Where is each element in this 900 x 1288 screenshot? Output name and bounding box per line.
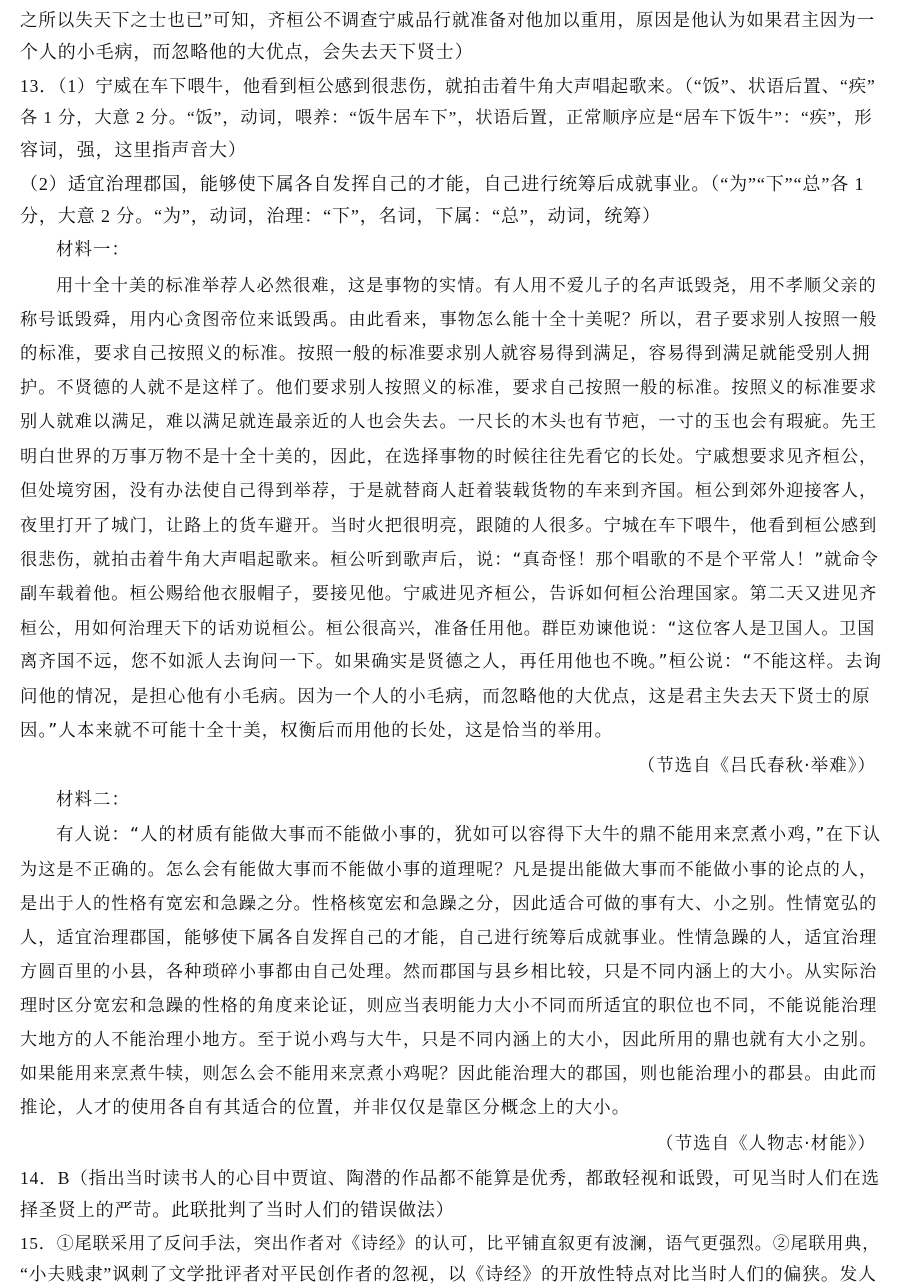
material-one-line-7: 但处境穷困，没有办法使自己得到举荐，于是就替商人赶着装载货物的车来到齐国。桓公到郊外迎接客人， [20,481,878,501]
material-one-source: （节选自《吕氏春秋·举难》） [637,756,876,776]
material-one-heading: 材料一： [56,240,130,260]
material-two-line-7: 大地方的人不能治理小地方。至于说小鸡与大牛，只是不同内涵上的大小，因此所用的鼎也就有大小之别。 [20,1030,878,1050]
answer-13-1-line-1: 13．（1）宁威在车下喂牛，他看到桓公感到很悲伤，就拍击着牛角大声唱起歌来。（“饭”、状语后置、“疾” [20,76,876,96]
material-two-line-1: 有人说：“人的材质有能做大事而不能做小事的，犹如可以容得下大牛的鼎不能用来烹煮小鸡，”在下认 [56,825,882,845]
answer-line-1: 之所以失天下之士也已”可知，齐桓公不调查宁戚品行就准备对他加以重用，原因是他认为如果君主因为一 [20,10,876,30]
material-one-line-10: 副车载着他。桓公赐给他衣服帽子，要接见他。宁戚进见齐桓公，告诉如何桓公治理国家。第二天又进见齐 [20,584,878,604]
answer-13-1-line-3: 容词，强，这里指声音大） [20,140,247,160]
material-one-line-5: 别人就难以满足，难以满足就连最亲近的人也会失去。一尺长的木头也有节疤，一寸的玉也会有瑕疵。先王 [20,412,878,432]
answer-13-2-line-1: （2）适宜治理郡国，能够使下属各自发挥自己的才能，自己进行统筹后成就事业。（“为”“下”“总”各 1 [20,174,865,194]
material-one-line-6: 明白世界的万事万物不是十全十美的，因此，在选择事物的时候往往先看它的长处。宁戚想要求见齐桓公， [20,447,878,467]
answer-15-line-2: “小夫贱隶”讽刺了文学批评者对平民创作者的忽视，以《诗经》的开放性特点对比当时人们的偏狭。发人 [20,1264,877,1284]
material-two-source: （节选自《人物志·材能》） [656,1134,876,1154]
material-one-line-14: 因。”人本来就不可能十全十美，权衡后而用他的长处，这是恰当的举用。 [20,721,614,741]
material-one-line-11: 桓公，用如何治理天下的话劝说桓公。桓公很高兴，准备任用他。群臣劝谏他说：“这位客人是卫国人。卫国 [20,618,876,638]
answer-14-line-1: 14．B（指出当时读书人的心目中贾谊、陶潜的作品都不能算是优秀，都敢轻视和诋毁，可见当时人们在选 [20,1168,880,1188]
material-one-line-1: 用十全十美的标准举荐人必然很难，这是事物的实情。有人用不爱儿子的名声诋毁尧，用不孝顺父亲的 [56,276,877,296]
answer-15-line-1: 15．①尾联采用了反问手法，突出作者对《诗经》的认可，比平铺直叙更有波澜，语气更强烈。②尾联用典， [20,1234,881,1253]
answer-13-1-line-2: 各 1 分，大意 2 分。“饭”，动词，喂养：“饭牛居车下”，状语后置，正常顺序应是“居车下饭牛”：“疾”，形 [20,108,873,127]
answer-14-line-2: 择圣贤上的严苛。此联批判了当时人们的错误做法） [20,1200,455,1220]
material-two-line-2: 为这是不正确的。怎么会有能做大事而不能做小事的道理呢？凡是提出能做大事而不能做小事的论点的人， [20,860,878,880]
material-one-line-3: 的标准，要求自己按照义的标准。按照一般的标准要求别人就容易得到满足，容易得到满足就能受别人拥 [20,344,871,364]
answer-line-2: 个人的小毛病，而忽略他的大优点，会失去天下贤士） [20,42,474,62]
material-one-line-2: 称号诋毁舜，用内心贪图帝位来诋毁禹。由此看来，事物怎么能十全十美呢？所以，君子要求别人按照一般 [20,310,878,330]
material-one-line-4: 护。不贤德的人就不是这样了。他们要求别人按照义的标准，要求自己按照一般的标准。按照义的标准要求 [20,378,878,398]
answer-13-2-line-2: 分，大意 2 分。“为”，动词，治理：“下”，名词，下属：“总”，动词，统筹） [20,206,662,226]
material-two-line-8: 如果能用来烹煮牛犊，则怎么会不能用来烹煮小鸡呢？因此能治理大的郡国，则也能治理小的郡县。由此而 [20,1064,878,1084]
material-one-line-13: 问他的情况，是担心他有小毛病。因为一个人的小毛病，而忽略他的大优点，这是君主失去天下贤士的原 [20,687,871,707]
material-two-line-5: 方圆百里的小县，各种琐碎小事都由自己处理。然而郡国与县乡相比较，只是不同内涵上的大小。从实际治 [20,962,878,982]
material-two-heading: 材料二： [56,790,130,810]
material-two-line-6: 理时区分宽宏和急躁的性格的角度来论证，则应当表明能力大小不同而所适宜的职位也不同，不能说能治理 [20,996,878,1016]
material-one-line-8: 夜里打开了城门，让路上的货车避开。当时火把很明亮，跟随的人很多。宁城在车下喂牛，他看到桓公感到 [20,516,878,536]
material-two-line-3: 是出于人的性格有宽宏和急躁之分。性格核宽宏和急躁之分，因此适合可做的事有大、小之别。性情宽弘的 [20,894,878,914]
material-two-line-9: 推论，人才的使用各自有其适合的位置，并非仅仅是靠区分概念上的大小。 [20,1098,631,1118]
material-one-line-12: 离齐国不远，您不如派人去询问一下。如果确实是贤德之人，再任用他也不晚。”桓公说：“不能这样。去询 [20,652,882,672]
material-one-line-9: 很悲伤，就拍击着牛角大声唱起歌来。桓公听到歌声后，说：“真奇怪！那个唱歌的不是个平常人！”就命令 [20,550,880,570]
material-two-line-4: 人，适宜治理郡国，能够使下属各自发挥自己的才能，自己进行统筹后成就事业。性情急躁的人，适宜治理 [20,928,878,948]
